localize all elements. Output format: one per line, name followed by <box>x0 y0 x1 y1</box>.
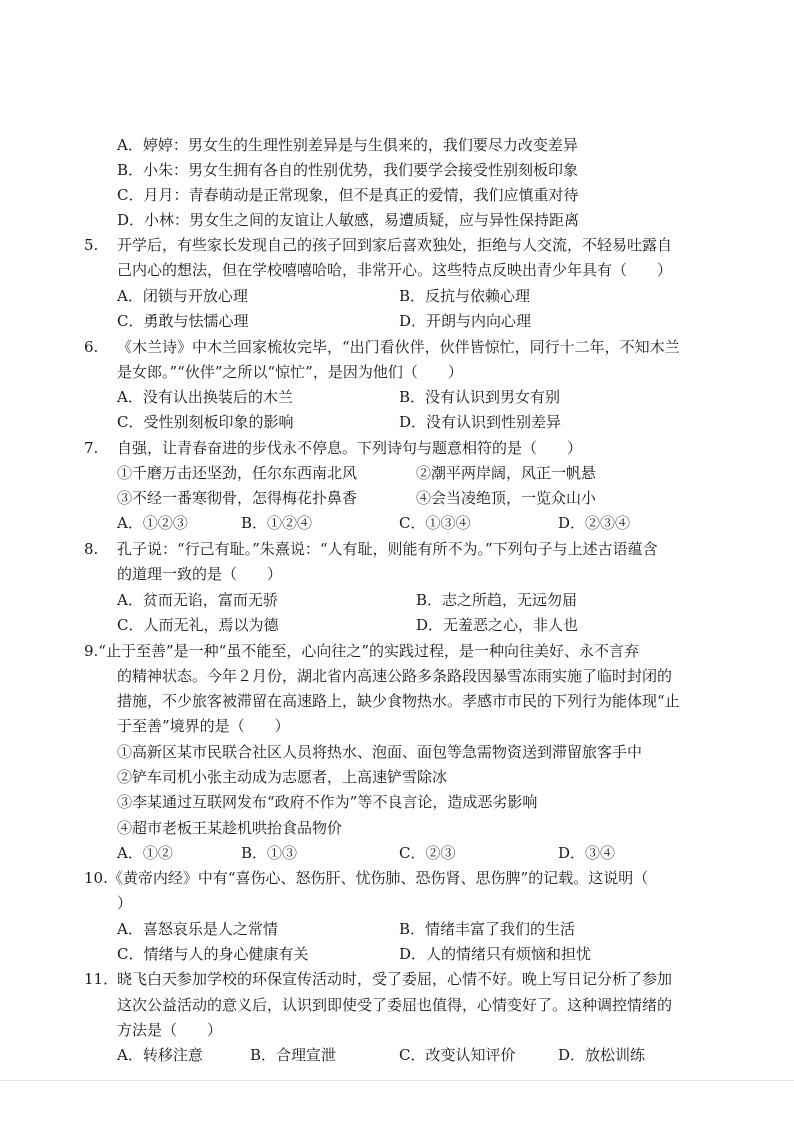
question-6-text-line-1: 《木兰诗》中木兰回家梳妆完毕，“出门看伙伴，伙伴皆惊忙，同行十二年，不知木兰 <box>117 338 680 356</box>
question-10-option-c: C．情绪与人的身心健康有关 <box>117 945 309 963</box>
bottom-divider <box>0 1080 794 1081</box>
question-5-number: 5. <box>84 236 99 254</box>
question-11-option-b: B．合理宣泄 <box>250 1046 337 1064</box>
question-9-option-b: B．①③ <box>241 844 298 862</box>
question-6-option-d: D．没有认识到性别差异 <box>399 413 562 431</box>
question-8-option-d: D．无羞恶之心，非人也 <box>416 616 579 634</box>
question-8-text-line-1: 孔子说：“行己有耻。”朱熹说：“人有耻，则能有所不为。”下列句子与上述古语蕴含 <box>117 540 658 558</box>
question-5-text-line-1: 开学后，有些家长发现自己的孩子回到家后喜欢独处，拒绝与人交流，不轻易吐露自 <box>117 236 673 254</box>
question-9-item-2: ②铲车司机小张主动成为志愿者，上高速铲雪除冰 <box>117 768 448 786</box>
question-11-text-line-3: 方法是（ ） <box>117 1021 223 1039</box>
prev-option-c: C．月月：青春萌动是正常现象，但不是真正的爱情，我们应慎重对待 <box>117 186 579 204</box>
prev-option-d: D．小林：男女生之间的友谊让人敏感，易遭质疑，应与异性保持距离 <box>117 211 580 229</box>
question-7-item-2: ②潮平两岸阔，风正一帆悬 <box>416 464 597 482</box>
question-5-option-c: C．勇敢与怯懦心理 <box>117 312 249 330</box>
question-8-number: 8. <box>84 540 99 558</box>
question-6-number: 6. <box>84 338 99 356</box>
question-11-option-a: A．转移注意 <box>117 1046 203 1064</box>
question-6-option-a: A．没有认出换装后的木兰 <box>117 388 293 406</box>
question-5-option-d: D．开朗与内向心理 <box>399 312 532 330</box>
question-7-option-c: C．①③④ <box>399 514 471 532</box>
question-11-text-line-1: 晓飞白天参加学校的环保宣传活动时，受了委屈，心情不好。晚上写日记分析了参加 <box>117 970 673 988</box>
question-7-option-d: D．②③④ <box>558 514 631 532</box>
question-6-text-line-2: 是女郎。”“伙伴”之所以“惊忙”，是因为他们（ ） <box>117 363 463 381</box>
prev-option-b: B．小朱：男女生拥有各自的性别优势，我们要学会接受性别刻板印象 <box>117 161 579 179</box>
question-7-option-b: B．①②④ <box>241 514 313 532</box>
question-10-option-a: A．喜怒哀乐是人之常情 <box>117 920 278 938</box>
question-8-option-c: C．人而无礼，焉以为德 <box>117 616 279 634</box>
question-5-option-a: A．闭锁与开放心理 <box>117 287 248 305</box>
question-10-option-b: B．情绪丰富了我们的生活 <box>399 920 576 938</box>
question-7-text-line-1: 自强，让青春奋进的步伐永不停息。下列诗句与题意相符的是（ ） <box>117 439 583 457</box>
question-7-item-1: ①千磨万击还坚劲，任尔东西南北风 <box>117 464 358 482</box>
question-5-option-b: B．反抗与依赖心理 <box>399 287 531 305</box>
question-9-item-3: ③李某通过互联网发布“政府不作为”等不良言论，造成恶劣影响 <box>117 793 538 811</box>
question-9-option-a: A．①② <box>117 844 173 862</box>
question-9-item-1: ①高新区某市民联合社区人员将热水、泡面、面包等急需物资送到滞留旅客手中 <box>117 743 643 761</box>
question-6-option-c: C．受性别刻板印象的影响 <box>117 413 294 431</box>
question-11-text-line-2: 这次公益活动的意义后，认识到即使受了委屈也值得，心情变好了。这种调控情绪的 <box>117 996 673 1014</box>
question-9-text-line-1: 9.“止于至善”是一种“虽不能至，心向往之”的实践过程，是一种向往美好、永不言弃 <box>84 642 639 660</box>
question-5-text-line-2: 己内心的想法，但在学校嘻嘻哈哈，非常开心。这些特点反映出青少年具有（ ） <box>117 261 673 279</box>
prev-option-a: A．婷婷：男女生的生理性别差异是与生俱来的，我们要尽力改变差异 <box>117 136 578 154</box>
question-10-text-line-2: ） <box>117 894 133 912</box>
question-9-text-line-2: 的精神状态。今年２月份，湖北省内高速公路多条路段因暴雪冻雨实施了临时封闭的 <box>117 667 673 685</box>
question-8-text-line-2: 的道理一致的是（ ） <box>117 565 283 583</box>
question-6-option-b: B．没有认识到男女有别 <box>399 388 561 406</box>
question-7-item-4: ④会当凌绝顶，一览众山小 <box>416 489 597 507</box>
question-8-option-b: B．志之所趋，无远勿届 <box>416 591 578 609</box>
question-7-option-a: A．①②③ <box>117 514 188 532</box>
question-9-option-d: D．③④ <box>558 844 616 862</box>
question-7-item-3: ③不经一番寒彻骨，怎得梅花扑鼻香 <box>117 489 358 507</box>
question-8-option-a: A．贫而无谄，富而无骄 <box>117 591 278 609</box>
question-9-option-c: C．②③ <box>399 844 456 862</box>
question-9-item-4: ④超市老板王某趁机哄抬食品物价 <box>117 819 343 837</box>
question-7-number: 7. <box>84 439 99 457</box>
question-11-number: 11． <box>84 970 119 988</box>
question-9-text-line-4: 于至善”境界的是（ ） <box>117 717 290 735</box>
question-9-text-line-3: 措施，不少旅客被滞留在高速路上，缺少食物热水。孝感市市民的下列行为能体现“止 <box>117 692 680 710</box>
question-10-text-line-1: 10.《黄帝内经》中有“喜伤心、怒伤肝、忧伤肺、恐伤肾、思伤脾”的记载。这说明（ <box>84 869 649 887</box>
question-11-option-c: C．改变认知评价 <box>399 1046 516 1064</box>
question-11-option-d: D．放松训练 <box>558 1046 646 1064</box>
question-10-option-d: D．人的情绪只有烦恼和担忧 <box>399 945 592 963</box>
